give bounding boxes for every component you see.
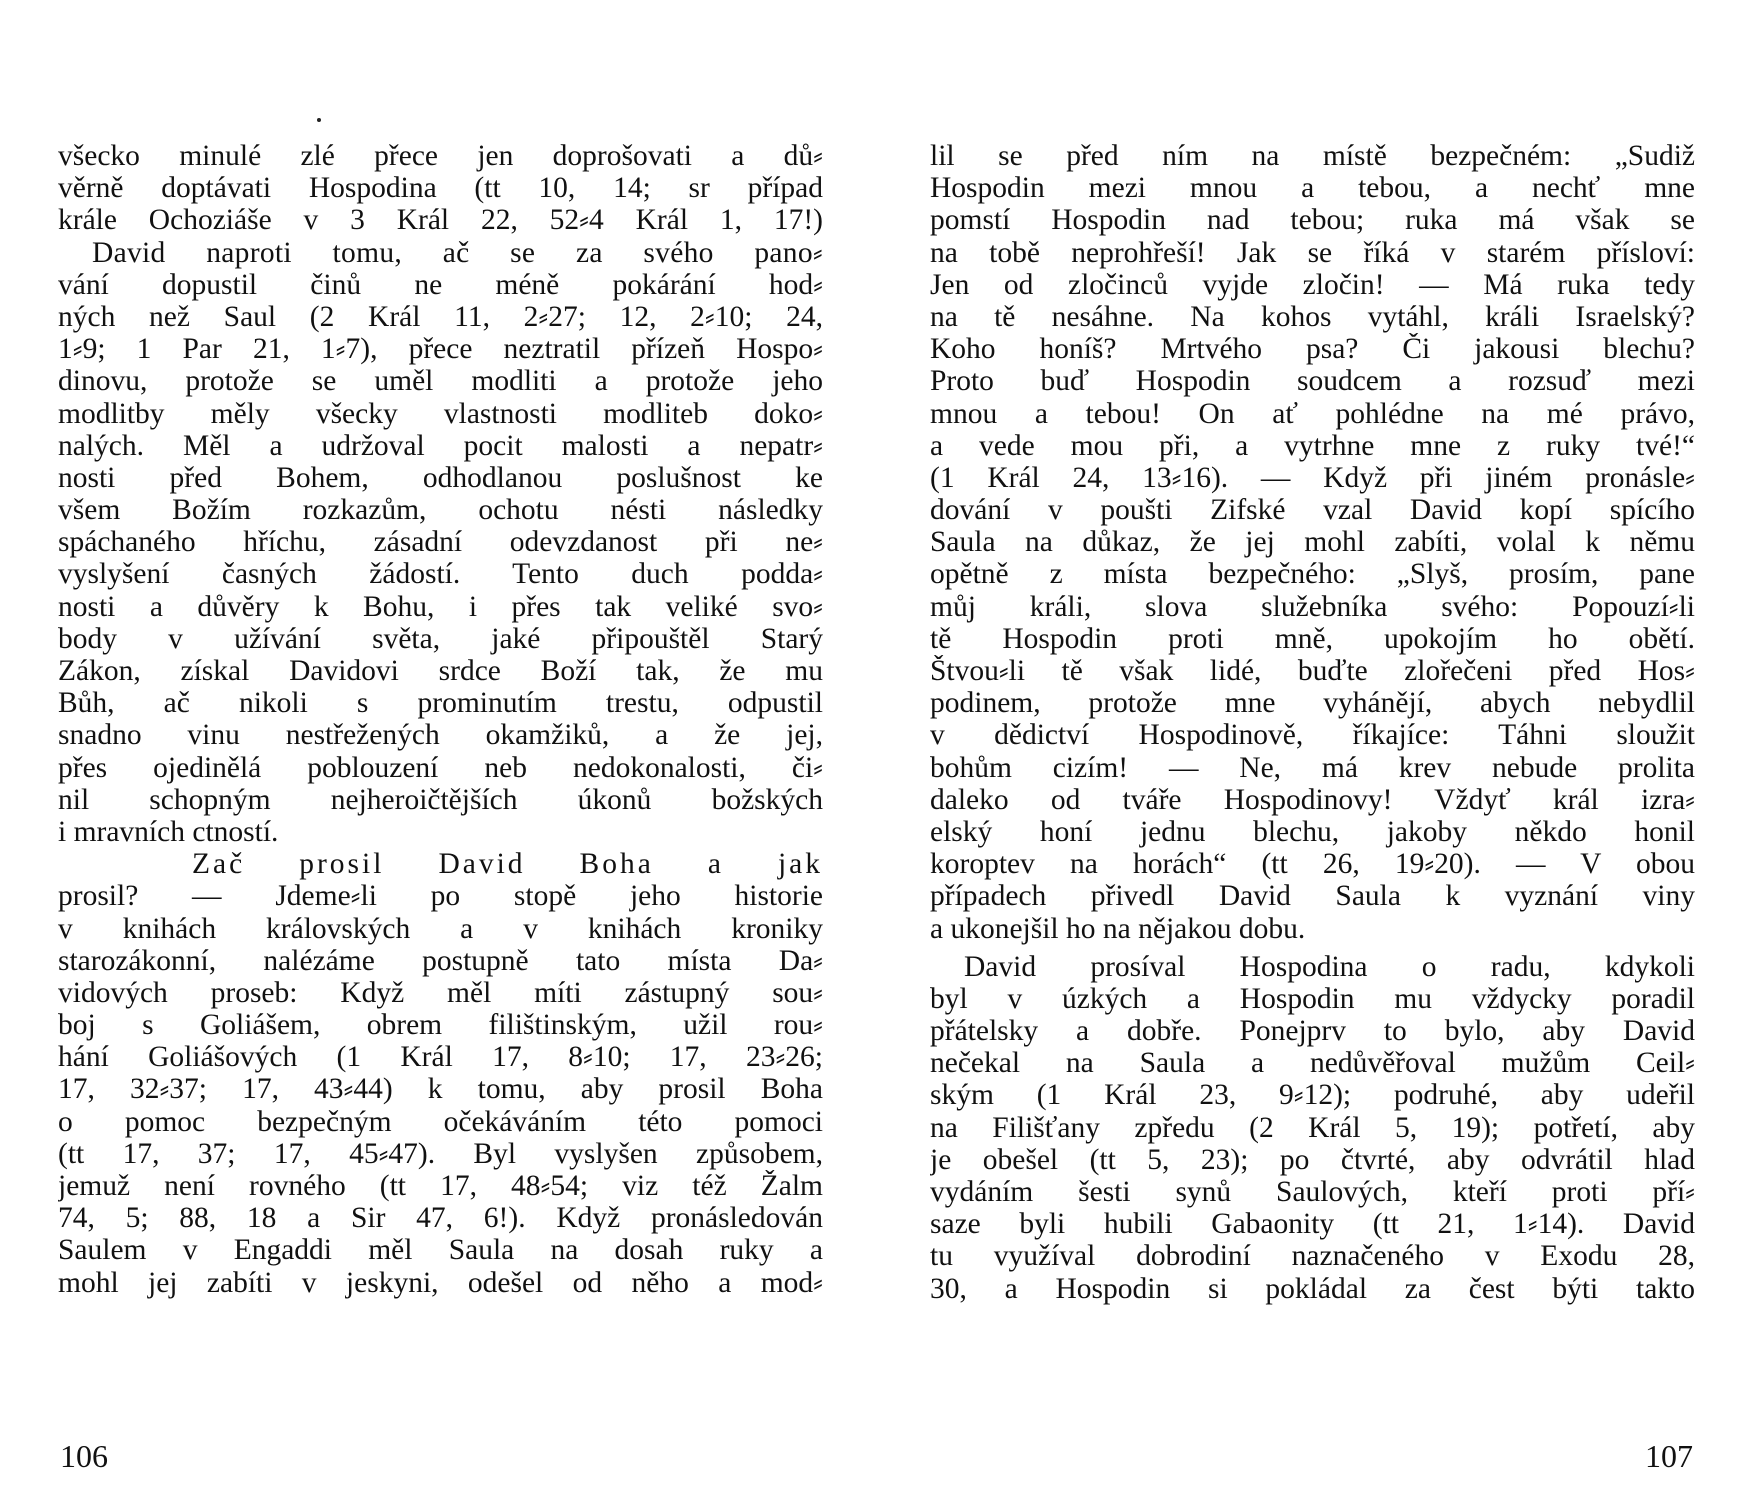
text-line: je obešel (tt 5, 23); po čtvrté, aby odvrátil hlad <box>930 1143 1695 1176</box>
text-line: (tt 17, 37; 17, 45⸗47). Byl vyslyšen způsobem, <box>58 1137 823 1170</box>
text-line: bohům cizím! — Ne, má krev nebude prolita <box>930 751 1695 784</box>
text-line: i mravních ctností. <box>58 815 279 848</box>
text-line: David prosíval Hospodina o radu, kdykoli <box>964 950 1695 983</box>
text-line: Zákon, získal Davidovi srdce Boží tak, že mu <box>58 655 823 687</box>
text-line: vydáním šesti synů Saulových, kteří proti pří⸗ <box>930 1176 1695 1208</box>
text-line: Jen od zločinců vyjde zločin! — Má ruka tedy <box>930 268 1695 301</box>
page-number-left: 106 <box>60 1438 108 1474</box>
text-line: hání Goliášových (1 Král 17, 8⸗10; 17, 23⸗26; <box>58 1041 823 1074</box>
text-line: nosti před Bohem, odhodlanou poslušnost ke <box>58 461 823 494</box>
text-line: o pomoc bezpečným očekáváním této pomoci <box>58 1105 823 1138</box>
text-line: pomstí Hospodin nad tebou; ruka má však se <box>930 204 1695 237</box>
text-line: všecko minulé zlé přece jen doprošovati a dů⸗ <box>58 140 823 172</box>
text-line: vání dopustil činů ne méně pokárání hod⸗ <box>58 268 823 301</box>
text-line: lil se před ním na místě bezpečném: „Sudiž <box>930 140 1695 172</box>
text-line: saze byli hubili Gabaonity (tt 21, 1⸗14). David <box>930 1208 1695 1241</box>
text-line: nil schopným nejheroičtějších úkonů božských <box>58 783 823 816</box>
text-line: ných než Saul (2 Král 11, 2⸗27; 12, 2⸗10; 24, <box>58 300 823 333</box>
text-line: dování v poušti Zifské vzal David kopí spícího <box>930 494 1695 527</box>
text-line: vyslyšení časných žádostí. Tento duch podda⸗ <box>58 558 823 591</box>
text-line: věrně doptávati Hospodina (tt 10, 14; sr případ <box>58 172 823 205</box>
text-line: ským (1 Král 23, 9⸗12); podruhé, aby udeřil <box>930 1079 1695 1112</box>
text-line: všem Božím rozkazům, ochotu nésti následky <box>58 494 823 527</box>
text-line: elský honí jednu blechu, jakoby někdo honil <box>930 815 1695 848</box>
text-line: 17, 32⸗37; 17, 43⸗44) k tomu, aby prosil Boha <box>58 1073 823 1106</box>
text-line: (1 Král 24, 13⸗16). — Když při jiném pronásle⸗ <box>930 461 1695 494</box>
text-line: dinovu, protože se uměl modliti a protože jeho <box>58 365 823 398</box>
text-line: opětně z místa bezpečného: „Slyš, prosím, pane <box>930 558 1695 591</box>
text-line: daleko od tváře Hospodinovy! Vždyť král izra⸗ <box>930 783 1695 816</box>
text-line: spáchaného hříchu, zásadní odevzdanost při ne⸗ <box>58 526 823 559</box>
text-line: vidových proseb: Když měl míti zástupný sou⸗ <box>58 976 823 1009</box>
text-line: prosil? — Jdeme⸗li po stopě jeho historie <box>58 880 823 913</box>
text-line: starozákonní, nalézáme postupně tato místa Da⸗ <box>58 944 823 977</box>
text-line: boj s Goliášem, obrem filištinským, užil rou⸗ <box>58 1009 823 1042</box>
text-line: případech přivedl David Saula k vyznání viny <box>930 880 1695 913</box>
text-line: Saulem v Engaddi měl Saula na dosah ruky a <box>58 1234 823 1267</box>
text-line: nečekal na Saula a nedůvěřoval mužům Ceil⸗ <box>930 1047 1695 1080</box>
text-line: 30, a Hospodin si pokládal za čest býti takto <box>930 1272 1695 1305</box>
text-line: podinem, protože mne vyhánějí, abych nebydlil <box>930 687 1695 720</box>
section-heading-line: Zač prosil David Boha a jak <box>192 848 823 881</box>
page-number-right: 107 <box>1645 1438 1693 1474</box>
text-line: přes ojedinělá poblouzení neb nedokonalosti, či⸗ <box>58 751 823 784</box>
text-line: přátelsky a dobře. Ponejprv to bylo, aby David <box>930 1015 1695 1048</box>
text-line: koroptev na horách“ (tt 26, 19⸗20). — V obou <box>930 848 1695 881</box>
text-line: nosti a důvěry k Bohu, i přes tak veliké svo⸗ <box>58 590 823 623</box>
text-line: můj králi, slova služebníka svého: Popouzí⸗li <box>930 590 1695 623</box>
text-line: Bůh, ač nikoli s prominutím trestu, odpustil <box>58 687 823 720</box>
text-line: Hospodin mezi mnou a tebou, a nechť mne <box>930 172 1695 205</box>
text-line: snadno vinu nestřežených okamžiků, a že jej, <box>58 719 823 752</box>
text-line: mohl jej zabíti v jeskyni, odešel od něho a mod⸗ <box>58 1266 823 1299</box>
text-line: na Filišťany zpředu (2 Král 5, 19); potřetí, aby <box>930 1111 1695 1144</box>
text-line: na tobě neprohřeší! Jak se říká v starém přísloví: <box>930 236 1695 269</box>
text-line: jemuž není rovného (tt 17, 48⸗54; viz též Žalm <box>58 1170 823 1202</box>
text-line: tě Hospodin proti mně, upokojím ho obětí. <box>930 622 1695 655</box>
text-line: tu využíval dobrodiní naznačeného v Exodu 28, <box>930 1240 1695 1273</box>
text-line: Saula na důkaz, že jej mohl zabíti, volal k němu <box>930 526 1695 559</box>
text-line: 74, 5; 88, 18 a Sir 47, 6!). Když pronásledován <box>58 1202 823 1235</box>
text-line: modlitby měly všecky vlastnosti modliteb doko⸗ <box>58 397 823 430</box>
text-line: a ukonejšil ho na nějakou dobu. <box>930 912 1306 945</box>
right-page <box>930 140 1695 1305</box>
text-line: na tě nesáhne. Na kohos vytáhl, králi Israelský? <box>930 300 1695 333</box>
text-line: nalých. Měl a udržoval pocit malosti a nepatr⸗ <box>58 429 823 462</box>
text-line: krále Ochoziáše v 3 Král 22, 52⸗4 Král 1, 17!) <box>58 204 823 237</box>
text-line: Proto buď Hospodin soudcem a rozsuď mezi <box>930 365 1695 398</box>
text-line: v knihách královských a v knihách kroniky <box>58 912 823 945</box>
text-line: v dědictví Hospodinově, říkajíce: Táhni sloužit <box>930 719 1695 752</box>
text-line: Štvou⸗li tě však lidé, buďte zlořečeni před Hos⸗ <box>930 655 1695 687</box>
text-line: body v užívání světa, jaké připouštěl Starý <box>58 622 823 655</box>
text-line: 1⸗9; 1 Par 21, 1⸗7), přece neztratil přízeň Hospo⸗ <box>58 333 823 366</box>
text-line: mnou a tebou! On ať pohlédne na mé právo, <box>930 397 1695 430</box>
print-speck <box>317 118 321 122</box>
text-line: Koho honíš? Mrtvého psa? Či jakousi blechu? <box>930 333 1695 366</box>
text-line: byl v úzkých a Hospodin mu vždycky poradil <box>930 982 1695 1015</box>
left-page <box>58 140 823 1299</box>
text-line: a vede mou při, a vytrhne mne z ruky tvé!“ <box>930 429 1695 462</box>
text-line: David naproti tomu, ač se za svého pano⸗ <box>92 236 823 269</box>
